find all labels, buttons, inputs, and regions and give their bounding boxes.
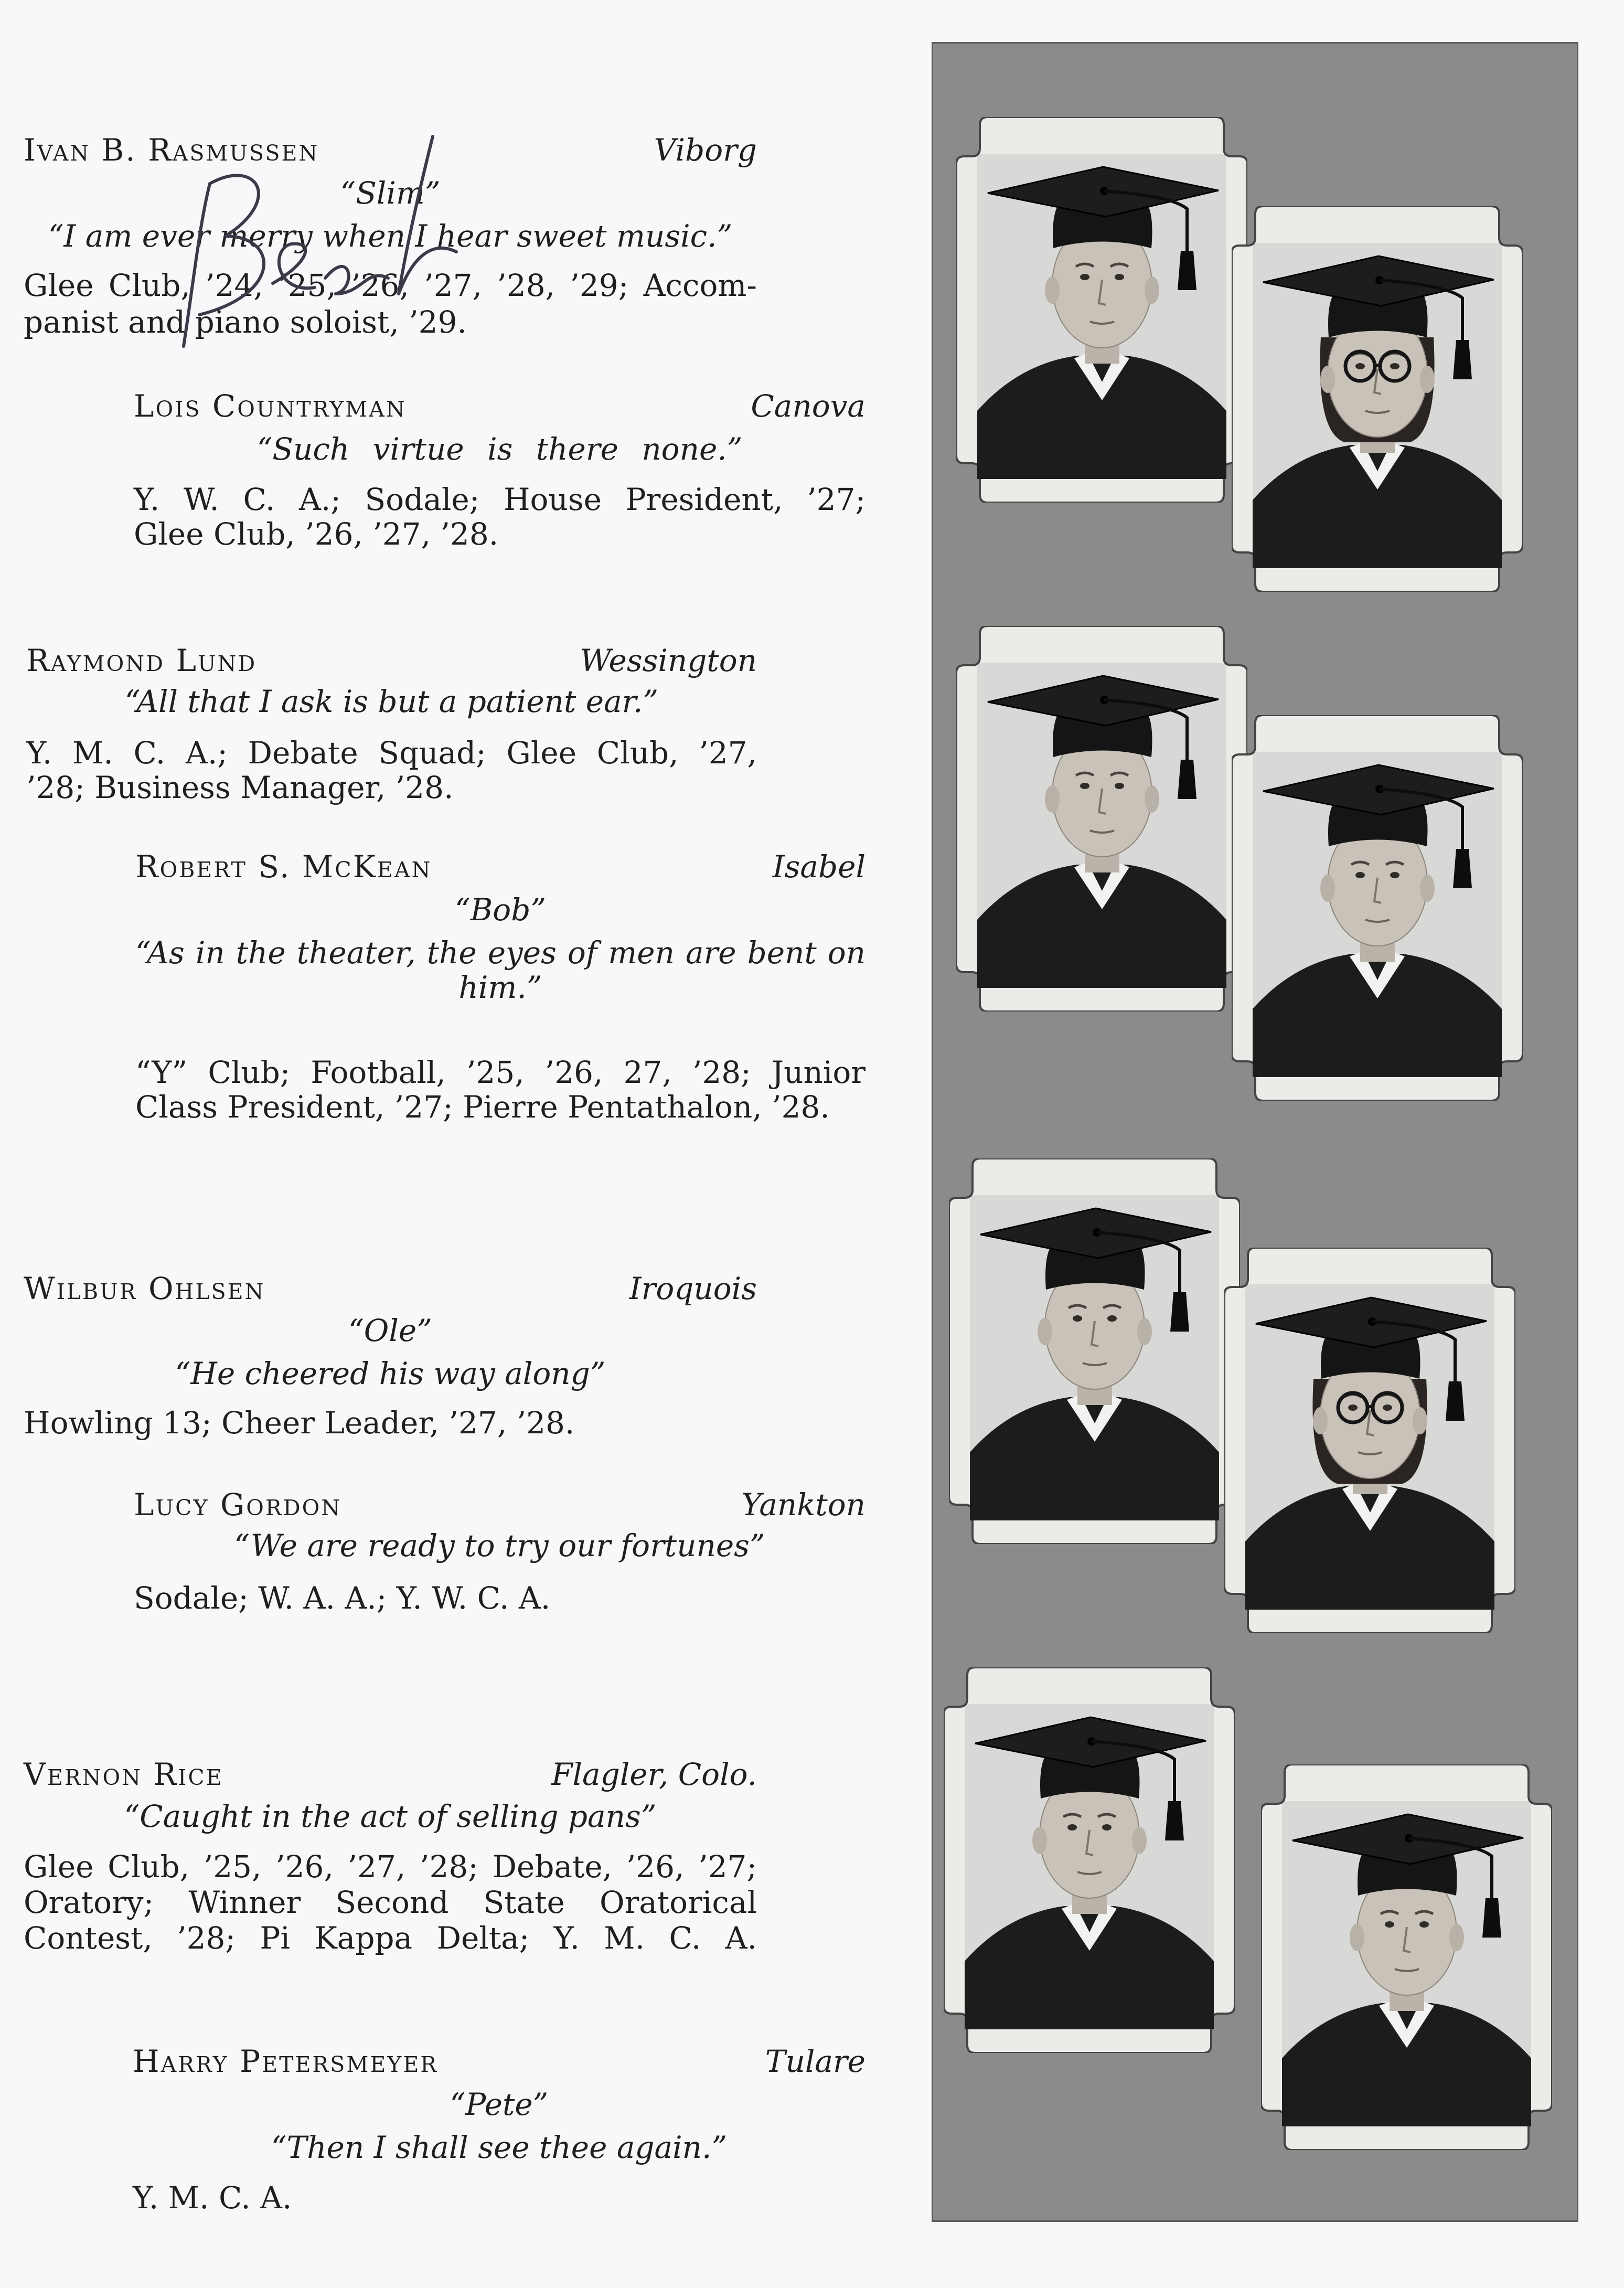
portrait-photo (1232, 715, 1523, 1101)
student-quote: “Caught in the act of selling pans” (124, 1799, 657, 1834)
student-record: Y. M. C. A.; Debate Squad; Glee Club, ’27, (26, 735, 757, 771)
student-record: Glee Club, ’26, ’27, ’28. (134, 516, 499, 552)
student-record: Sodale; W. A. A.; Y. W. C. A. (134, 1580, 551, 1616)
student-name: Harry Petersmeyer (133, 2044, 439, 2079)
student-name: Wilbur Ohlsen (24, 1271, 265, 1306)
student-name: Raymond Lund (26, 643, 257, 678)
student-hometown: Yankton (741, 1487, 866, 1523)
student-quote: “As in the theater, the eyes of men are bent on (135, 935, 866, 971)
student-record: Y. W. C. A.; Sodale; House President, ’27; (134, 482, 866, 517)
portrait-photo (1232, 206, 1523, 592)
student-quote: “We are ready to try our fortunes” (234, 1528, 765, 1563)
student-nickname: “Slim” (340, 175, 441, 211)
student-quote: “He cheered his way along” (175, 1356, 606, 1391)
student-nickname: “Pete” (450, 2087, 549, 2122)
student-hometown: Flagler, Colo. (551, 1757, 757, 1792)
student-quote: “Then I shall see thee again.” (271, 2130, 728, 2165)
student-record: Y. M. C. A. (133, 2180, 292, 2216)
student-nickname: “Bob” (455, 892, 546, 928)
graduate-portrait (944, 1667, 1235, 2053)
graduate-portrait (1261, 1764, 1552, 2150)
portrait-photo (1261, 1764, 1552, 2150)
student-record: Glee Club, ’25, ’26, ’27, ’28; Debate, ’26, ’27; (24, 1849, 757, 1885)
student-hometown: Wessington (580, 643, 757, 678)
student-name: Robert S. McKean (135, 849, 432, 885)
portrait-photo (949, 1158, 1240, 1544)
student-hometown: Iroquois (629, 1271, 757, 1306)
student-name: Lucy Gordon (134, 1487, 342, 1523)
student-name: Lois Countryman (134, 388, 407, 424)
student-record: Glee Club, ’24, ’25, ’26, ’27, ’28, ’29; Accom- (24, 268, 757, 303)
portrait-photo (956, 626, 1247, 1012)
portrait-photo (956, 117, 1247, 503)
student-quote: “Such virtue is there none.” (257, 431, 743, 467)
student-quote: “All that I ask is but a patient ear.” (124, 684, 659, 719)
student-quote: him.” (458, 970, 542, 1005)
student-hometown: Canova (751, 388, 866, 424)
graduate-portrait (956, 626, 1247, 1012)
portrait-photo (944, 1667, 1235, 2053)
student-hometown: Tulare (765, 2044, 866, 2079)
student-name: Ivan B. Rasmussen (24, 132, 319, 168)
student-record: Class President, ’27; Pierre Pentathalon, ’28. (135, 1089, 830, 1125)
graduate-portrait (1224, 1248, 1515, 1633)
portrait-panel (932, 42, 1578, 2222)
student-record: ’28; Business Manager, ’28. (26, 770, 454, 805)
student-quote: “I am ever merry when I hear sweet music.” (48, 218, 733, 254)
graduate-portrait (1232, 206, 1523, 592)
student-hometown: Viborg (654, 132, 757, 168)
graduate-portrait (956, 117, 1247, 503)
student-record: Contest, ’28; Pi Kappa Delta; Y. M. C. A. (24, 1920, 757, 1956)
portrait-photo (1224, 1248, 1515, 1633)
student-record: panist and piano soloist, ’29. (24, 304, 467, 340)
student-record: “Y” Club; Football, ’25, ’26, 27, ’28; Junior (135, 1055, 866, 1090)
graduate-portrait (1232, 715, 1523, 1101)
student-hometown: Isabel (772, 849, 866, 885)
student-record: Howling 13; Cheer Leader, ’27, ’28. (24, 1405, 575, 1441)
student-name: Vernon Rice (24, 1757, 223, 1792)
student-record: Oratory; Winner Second State Oratorical (24, 1885, 757, 1920)
student-nickname: “Ole” (348, 1313, 432, 1348)
graduate-portrait (949, 1158, 1240, 1544)
